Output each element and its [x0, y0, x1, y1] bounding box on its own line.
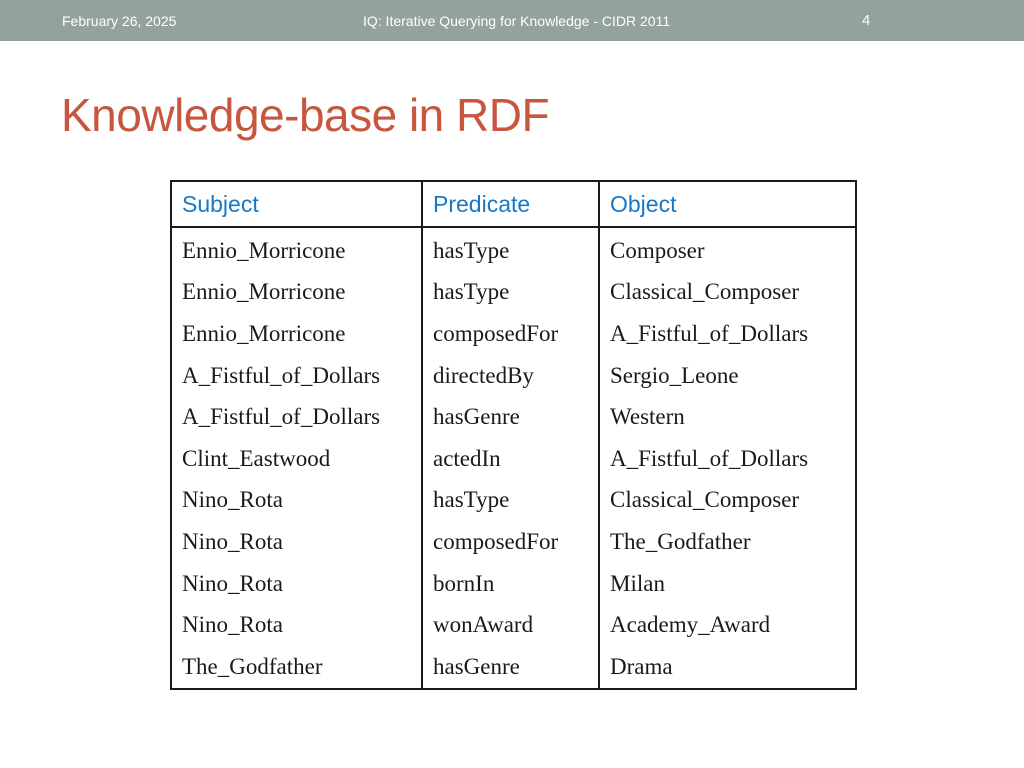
table-row	[171, 604, 856, 646]
predicate-cell: hasType	[422, 272, 599, 314]
column-header-predicate: Predicate	[422, 181, 599, 227]
predicate-cell: bornIn	[422, 563, 599, 605]
table-header-row	[171, 181, 856, 227]
subject-cell: Nino_Rota	[171, 480, 422, 522]
column-header-object: Object	[599, 181, 856, 227]
column-header-subject: Subject	[171, 181, 422, 227]
table-row	[171, 521, 856, 563]
predicate-cell: hasGenre	[422, 396, 599, 438]
subject-cell: Nino_Rota	[171, 563, 422, 605]
object-cell: Classical_Composer	[599, 480, 856, 522]
table-row	[171, 355, 856, 397]
conference-title: IQ: Iterative Querying for Knowledge - CIDR 2011	[363, 13, 671, 29]
predicate-cell: hasType	[422, 227, 599, 272]
object-cell: A_Fistful_of_Dollars	[599, 313, 856, 355]
slide-title: Knowledge-base in RDF	[61, 89, 550, 141]
object-cell: Academy_Award	[599, 604, 856, 646]
object-cell: Milan	[599, 563, 856, 605]
object-cell: Drama	[599, 646, 856, 689]
table-row	[171, 396, 856, 438]
predicate-cell: wonAward	[422, 604, 599, 646]
predicate-cell: hasType	[422, 480, 599, 522]
subject-cell: Clint_Eastwood	[171, 438, 422, 480]
subject-cell: The_Godfather	[171, 646, 422, 689]
subject-cell: Ennio_Morricone	[171, 227, 422, 272]
predicate-cell: composedFor	[422, 313, 599, 355]
predicate-cell: hasGenre	[422, 646, 599, 689]
subject-cell: A_Fistful_of_Dollars	[171, 355, 422, 397]
table-row	[171, 227, 856, 272]
subject-cell: Ennio_Morricone	[171, 272, 422, 314]
object-cell: Classical_Composer	[599, 272, 856, 314]
table-row	[171, 563, 856, 605]
object-cell: A_Fistful_of_Dollars	[599, 438, 856, 480]
table-row	[171, 272, 856, 314]
slide-date: February 26, 2025	[62, 13, 177, 29]
table-row	[171, 646, 856, 689]
subject-cell: A_Fistful_of_Dollars	[171, 396, 422, 438]
predicate-cell: directedBy	[422, 355, 599, 397]
object-cell: Composer	[599, 227, 856, 272]
predicate-cell: actedIn	[422, 438, 599, 480]
table-row	[171, 480, 856, 522]
object-cell: Sergio_Leone	[599, 355, 856, 397]
table-row	[171, 313, 856, 355]
slide-header-bar	[0, 0, 1024, 41]
page-number: 4	[862, 12, 871, 29]
object-cell: Western	[599, 396, 856, 438]
subject-cell: Nino_Rota	[171, 604, 422, 646]
table-row	[171, 438, 856, 480]
object-cell: The_Godfather	[599, 521, 856, 563]
subject-cell: Ennio_Morricone	[171, 313, 422, 355]
subject-cell: Nino_Rota	[171, 521, 422, 563]
rdf-triples-table	[170, 180, 857, 690]
predicate-cell: composedFor	[422, 521, 599, 563]
